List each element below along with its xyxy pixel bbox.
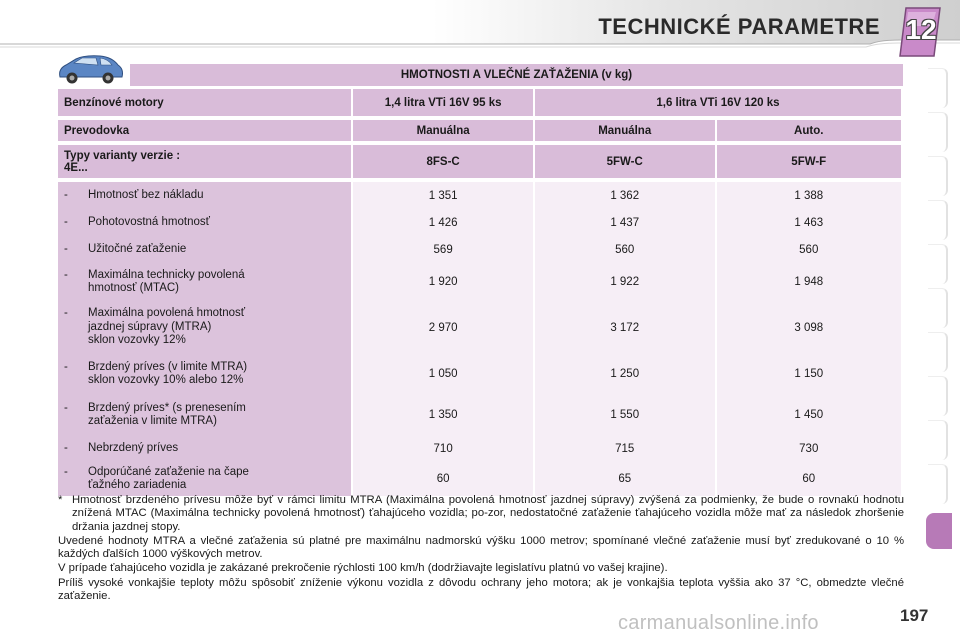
row-label-line: Maximálna povolená hmotnosť bbox=[88, 307, 246, 320]
gearbox-label: Prevodovka bbox=[58, 120, 351, 141]
row-value: 1 426 bbox=[353, 209, 533, 236]
page-title: TECHNICKÉ PARAMETRE bbox=[598, 14, 880, 39]
note-paragraph: Príliš vysoké vonkajšie teploty môžu spôsobiť zníženie výkonu vozidla z dôvodu ochrany jeho motora; ak je vonkajšia teplota vyššia ako 37 °C, obmedzte vlečné zaťaženie. bbox=[58, 576, 904, 603]
types-label bbox=[58, 145, 351, 178]
row-value: 1 350 bbox=[353, 394, 533, 436]
row-dash: - bbox=[64, 442, 68, 455]
row-value: 1 463 bbox=[717, 209, 902, 236]
row-label-line: zaťaženia v limite MTRA) bbox=[88, 415, 217, 427]
row-label bbox=[58, 236, 351, 263]
table-row bbox=[58, 354, 901, 394]
row-value: 3 172 bbox=[535, 301, 715, 354]
row-value: 560 bbox=[535, 236, 715, 263]
row-label-line: Odporúčané zaťaženie na čape bbox=[88, 465, 249, 478]
engine-2-header: 1,6 litra VTi 16V 120 ks bbox=[535, 89, 901, 116]
gearbox-row bbox=[58, 120, 901, 141]
row-dash: - bbox=[64, 307, 68, 320]
row-label bbox=[58, 436, 351, 462]
row-value: 2 970 bbox=[353, 301, 533, 354]
row-label bbox=[58, 301, 351, 354]
row-label bbox=[58, 394, 351, 436]
row-value: 715 bbox=[535, 436, 715, 462]
chapter-tab[interactable] bbox=[928, 200, 948, 240]
chapter-tab[interactable] bbox=[928, 244, 948, 284]
row-label-line: Maximálna technicky povolená bbox=[88, 268, 245, 281]
row-label-line: Užitočné zaťaženie bbox=[88, 242, 187, 255]
row-value: 1 351 bbox=[353, 182, 533, 209]
types-label-line: 4E... bbox=[64, 161, 88, 174]
table-row bbox=[58, 209, 901, 236]
row-value: 1 922 bbox=[535, 263, 715, 301]
type-cell: 5FW-C bbox=[535, 145, 715, 178]
weights-table bbox=[56, 89, 903, 496]
row-label-line: sklon vozovky 10% alebo 12% bbox=[88, 374, 244, 386]
row-value: 1 362 bbox=[535, 182, 715, 209]
row-label bbox=[58, 209, 351, 236]
chapter-tab[interactable] bbox=[928, 332, 948, 372]
row-value: 1 920 bbox=[353, 263, 533, 301]
row-value: 560 bbox=[717, 236, 902, 263]
engines-label: Benzínové motory bbox=[58, 89, 351, 116]
type-cell: 8FS-C bbox=[353, 145, 533, 178]
row-value: 60 bbox=[353, 462, 533, 496]
row-dash: - bbox=[64, 465, 68, 478]
gearbox-cell: Manuálna bbox=[535, 120, 715, 141]
row-value: 1 948 bbox=[717, 263, 902, 301]
chapter-number: 12 bbox=[905, 14, 937, 45]
row-value: 1 388 bbox=[717, 182, 902, 209]
row-value: 1 250 bbox=[535, 354, 715, 394]
row-label bbox=[58, 263, 351, 301]
row-label-line: hmotnosť (MTAC) bbox=[88, 282, 180, 294]
engine-1-header: 1,4 litra VTi 16V 95 ks bbox=[353, 89, 533, 116]
row-dash: - bbox=[64, 360, 68, 373]
row-label bbox=[58, 462, 351, 496]
notes-section bbox=[58, 494, 904, 604]
row-dash: - bbox=[64, 188, 68, 201]
types-row bbox=[58, 145, 901, 178]
row-value: 1 450 bbox=[717, 394, 902, 436]
row-value: 730 bbox=[717, 436, 902, 462]
table-title: HMOTNOSTI A VLEČNÉ ZAŤAŽENIA (v kg) bbox=[130, 64, 903, 86]
row-label-line: Nebrzdený príves bbox=[88, 442, 179, 455]
table-row bbox=[58, 394, 901, 436]
chapter-tab[interactable] bbox=[928, 288, 948, 328]
chapter-tab[interactable] bbox=[928, 464, 948, 504]
row-value: 1 550 bbox=[535, 394, 715, 436]
gearbox-cell: Auto. bbox=[717, 120, 902, 141]
row-dash: - bbox=[64, 401, 68, 414]
row-value: 1 050 bbox=[353, 354, 533, 394]
table-row bbox=[58, 182, 901, 209]
gearbox-cell: Manuálna bbox=[353, 120, 533, 141]
row-dash: - bbox=[64, 242, 68, 255]
row-value: 60 bbox=[717, 462, 902, 496]
table-row bbox=[58, 436, 901, 462]
chapter-tab[interactable] bbox=[928, 156, 948, 196]
chapter-tab[interactable] bbox=[928, 112, 948, 152]
footnote-text: Hmotnosť brzdeného prívesu môže byť v rámci limitu MTRA (Maximálna povolená hmotnosť jazdnej súpravy) zvýšená za podmienky, že bude o rovnakú hodnotu znížená MTAC (Maximálna technicky povolená hmotnosť) ťahajúceho vozidla; po-zor, nedostatočné zaťaženie ťahajúceho vozidla môže mať za následok zhoršenie držania jazdnej stopy. bbox=[72, 494, 904, 533]
chapter-tab[interactable] bbox=[928, 68, 948, 108]
watermark: carmanualsonline.info bbox=[618, 612, 819, 634]
row-label-line: Hmotnosť bez nákladu bbox=[88, 188, 204, 201]
row-label-line: Brzdený príves (v limite MTRA) bbox=[88, 360, 248, 373]
type-cell: 5FW-F bbox=[717, 145, 902, 178]
table-row bbox=[58, 462, 901, 496]
row-value: 65 bbox=[535, 462, 715, 496]
row-value: 710 bbox=[353, 436, 533, 462]
row-dash: - bbox=[64, 215, 68, 228]
table-row bbox=[58, 236, 901, 263]
row-label bbox=[58, 354, 351, 394]
row-label bbox=[58, 182, 351, 209]
chapter-tab[interactable] bbox=[928, 376, 948, 416]
car-icon bbox=[54, 53, 126, 87]
footnote bbox=[58, 494, 904, 535]
chapter-tab-active[interactable] bbox=[926, 513, 952, 549]
table-row bbox=[58, 263, 901, 301]
row-label-line: Brzdený príves* (s prenesením bbox=[88, 401, 246, 414]
row-value: 1 437 bbox=[535, 209, 715, 236]
engines-row bbox=[58, 89, 901, 116]
row-label-line: sklon vozovky 12% bbox=[88, 334, 186, 347]
row-label-line: jazdnej súpravy (MTRA) bbox=[88, 320, 212, 333]
table-row bbox=[58, 301, 901, 354]
note-paragraph: Uvedené hodnoty MTRA a vlečné zaťaženia sú platné pre maximálnu nadmorskú výšku 1000 metrov; spomínané vlečné zaťaženie musí byť zredukované o 10 % každých ďalších 1000 výškových metrov. bbox=[58, 534, 904, 561]
row-label-line: Pohotovostná hmotnosť bbox=[88, 215, 210, 228]
note-paragraph: V prípade ťahajúceho vozidla je zakázané prekročenie rýchlosti 100 km/h (dodržiavajte legislatívu platnú vo vašej krajine). bbox=[58, 562, 668, 575]
footnote-marker: * bbox=[58, 494, 63, 506]
row-value: 3 098 bbox=[717, 301, 902, 354]
types-label-line: Typy varianty verzie : bbox=[64, 149, 181, 162]
row-label-line: ťažného zariadenia bbox=[88, 479, 187, 491]
chapter-tab[interactable] bbox=[928, 420, 948, 460]
page-number: 197 bbox=[900, 606, 929, 625]
row-value: 569 bbox=[353, 236, 533, 263]
row-dash: - bbox=[64, 268, 68, 281]
row-value: 1 150 bbox=[717, 354, 902, 394]
